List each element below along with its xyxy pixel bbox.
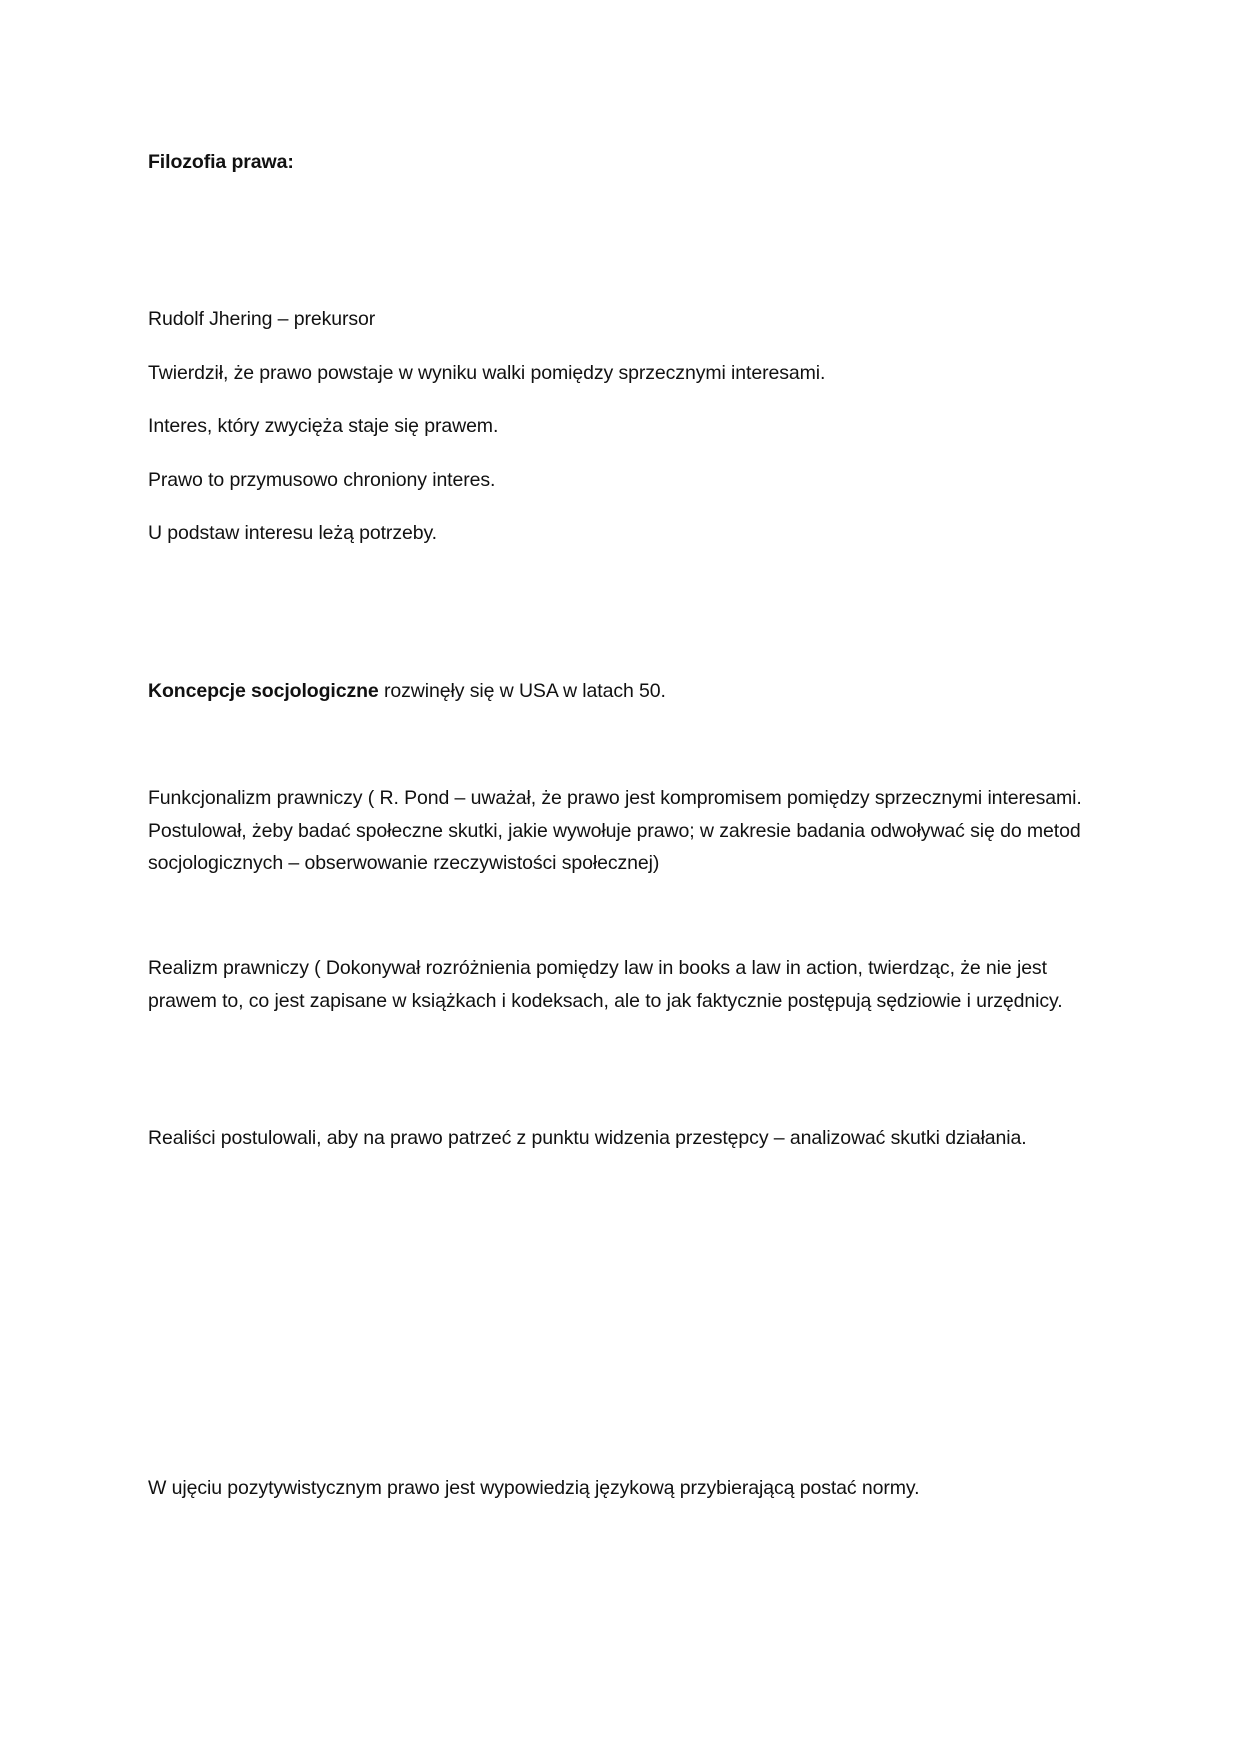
jhering-line-3: Prawo to przymusowo chroniony interes. — [148, 469, 496, 491]
positivism-paragraph: W ujęciu pozytywistycznym prawo jest wypowiedzią językową przybierającą postać normy. — [148, 1477, 920, 1499]
sociological-paragraph — [148, 675, 1088, 707]
document-title: Filozofia prawa: — [148, 151, 294, 173]
sociological-term: Koncepcje socjologiczne — [148, 680, 379, 702]
jhering-line-1: Twierdził, że prawo powstaje w wyniku walki pomiędzy sprzecznymi interesami. — [148, 362, 826, 384]
jhering-heading: Rudolf Jhering – prekursor — [148, 308, 376, 330]
sociological-rest: rozwinęły się w USA w latach 50. — [378, 680, 666, 702]
jhering-line-4: U podstaw interesu leżą potrzeby. — [148, 522, 437, 544]
realism-paragraph: Realizm prawniczy ( Dokonywał rozróżnienia pomiędzy law in books a law in action, twierdząc, że nie jest prawem to, co jest zapisane w książkach i kodeksach, ale to jak faktycznie postępują sędziowie i urzędnicy. — [148, 957, 1063, 1012]
jhering-line-2: Interes, który zwycięża staje się prawem. — [148, 415, 499, 437]
realists-paragraph: Realiści postulowali, aby na prawo patrzeć z punktu widzenia przestępcy – analizować skutki działania. — [148, 1127, 1027, 1149]
functionalism-paragraph: Funkcjonalizm prawniczy ( R. Pond – uważał, że prawo jest kompromisem pomiędzy sprzecznymi interesami. Postulował, żeby badać społeczne skutki, jakie wywołuje prawo; w zakresie badania odwoływać się do metod socjologicznych – obserwowanie rzeczywistości społecznej) — [148, 787, 1082, 874]
